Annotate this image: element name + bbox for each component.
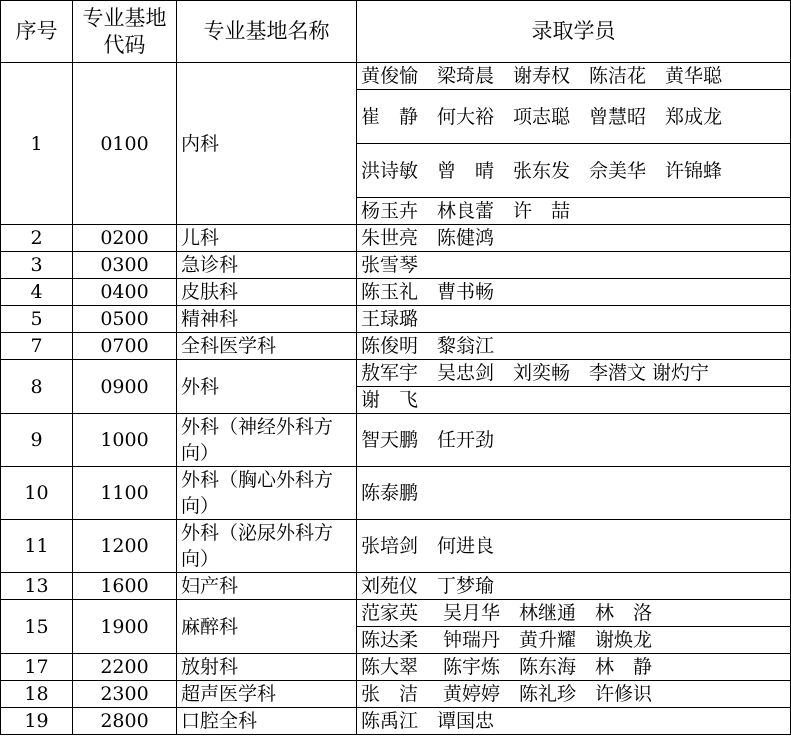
table-row	[1, 414, 791, 467]
base-name-cell: 超声医学科	[177, 681, 357, 708]
code-cell: 2800	[73, 708, 177, 735]
table-row	[1, 654, 791, 681]
seq-cell: 5	[1, 306, 73, 333]
table-row	[1, 520, 791, 573]
seq-cell: 9	[1, 414, 73, 467]
base-name-cell: 外科	[177, 360, 357, 414]
base-name-cell: 皮肤科	[177, 279, 357, 306]
students-cell: 陈玉礼 曹书畅	[357, 279, 791, 306]
header-name: 专业基地名称	[177, 1, 357, 63]
header-students: 录取学员	[357, 1, 791, 63]
base-name-cell: 外科（神经外科方向）	[177, 414, 357, 467]
code-cell: 1000	[73, 414, 177, 467]
seq-cell: 15	[1, 600, 73, 654]
code-cell: 0900	[73, 360, 177, 414]
students-cell: 张培剑 何进良	[357, 520, 791, 573]
seq-cell: 2	[1, 225, 73, 252]
code-cell: 1200	[73, 520, 177, 573]
table-row	[1, 63, 791, 90]
code-cell: 0700	[73, 333, 177, 360]
base-name-cell: 全科医学科	[177, 333, 357, 360]
code-cell: 0300	[73, 252, 177, 279]
seq-cell: 10	[1, 467, 73, 520]
seq-cell: 11	[1, 520, 73, 573]
students-cell: 张 洁 黄婷婷 陈礼珍 许修识	[357, 681, 791, 708]
code-cell: 0100	[73, 63, 177, 225]
base-name-cell: 精神科	[177, 306, 357, 333]
students-cell: 黄俊愉 梁琦晨 谢寿权 陈洁花 黄华聪	[357, 63, 791, 90]
students-cell: 陈禹江 谭国忠	[357, 708, 791, 735]
table-row	[1, 573, 791, 600]
students-cell: 刘苑仪 丁梦瑜	[357, 573, 791, 600]
students-cell: 陈俊明 黎翁江	[357, 333, 791, 360]
base-name-cell: 内科	[177, 63, 357, 225]
header-seq: 序号	[1, 1, 73, 63]
table-row	[1, 333, 791, 360]
header-row	[1, 1, 791, 63]
seq-cell: 1	[1, 63, 73, 225]
students-cell: 崔 静 何大裕 项志聪 曾慧昭 郑成龙	[357, 90, 791, 144]
code-cell: 1600	[73, 573, 177, 600]
base-name-cell: 急诊科	[177, 252, 357, 279]
students-cell: 王琭璐	[357, 306, 791, 333]
students-cell: 智天鹏 任开劲	[357, 414, 791, 467]
students-cell: 杨玉卉 林良蕾 许 喆	[357, 198, 791, 225]
seq-cell: 8	[1, 360, 73, 414]
seq-cell: 17	[1, 654, 73, 681]
base-name-cell: 儿科	[177, 225, 357, 252]
seq-cell: 18	[1, 681, 73, 708]
students-cell: 敖军宇 吴忠剑 刘奕畅 李潜文 谢灼宁	[357, 360, 791, 387]
seq-cell: 3	[1, 252, 73, 279]
header-code: 专业基地代码	[73, 1, 177, 63]
students-cell: 陈达柔 钟瑞丹 黄升耀 谢焕龙	[357, 627, 791, 654]
students-cell: 张雪琴	[357, 252, 791, 279]
base-name-cell: 外科（泌尿外科方向）	[177, 520, 357, 573]
code-cell: 1900	[73, 600, 177, 654]
seq-cell: 19	[1, 708, 73, 735]
students-cell: 范家英 吴月华 林继通 林 洛	[357, 600, 791, 627]
code-cell: 2300	[73, 681, 177, 708]
base-name-cell: 放射科	[177, 654, 357, 681]
table-row	[1, 306, 791, 333]
base-name-cell: 麻醉科	[177, 600, 357, 654]
table-row	[1, 681, 791, 708]
code-cell: 1100	[73, 467, 177, 520]
seq-cell: 4	[1, 279, 73, 306]
table-row	[1, 708, 791, 735]
code-cell: 0500	[73, 306, 177, 333]
table-row	[1, 467, 791, 520]
table-row	[1, 252, 791, 279]
table-row	[1, 279, 791, 306]
code-cell: 2200	[73, 654, 177, 681]
code-cell: 0200	[73, 225, 177, 252]
table-row	[1, 225, 791, 252]
base-name-cell: 外科（胸心外科方向）	[177, 467, 357, 520]
table-row	[1, 360, 791, 387]
table-row	[1, 600, 791, 627]
seq-cell: 7	[1, 333, 73, 360]
students-cell: 陈大翠 陈宇炼 陈东海 林 静	[357, 654, 791, 681]
students-cell: 陈泰鹏	[357, 467, 791, 520]
code-cell: 0400	[73, 279, 177, 306]
students-cell: 洪诗敏 曾 晴 张东发 佘美华 许锦蜂	[357, 144, 791, 198]
students-cell: 朱世亮 陈健鸿	[357, 225, 791, 252]
base-name-cell: 妇产科	[177, 573, 357, 600]
seq-cell: 13	[1, 573, 73, 600]
students-cell: 谢 飞	[357, 387, 791, 414]
base-name-cell: 口腔全科	[177, 708, 357, 735]
